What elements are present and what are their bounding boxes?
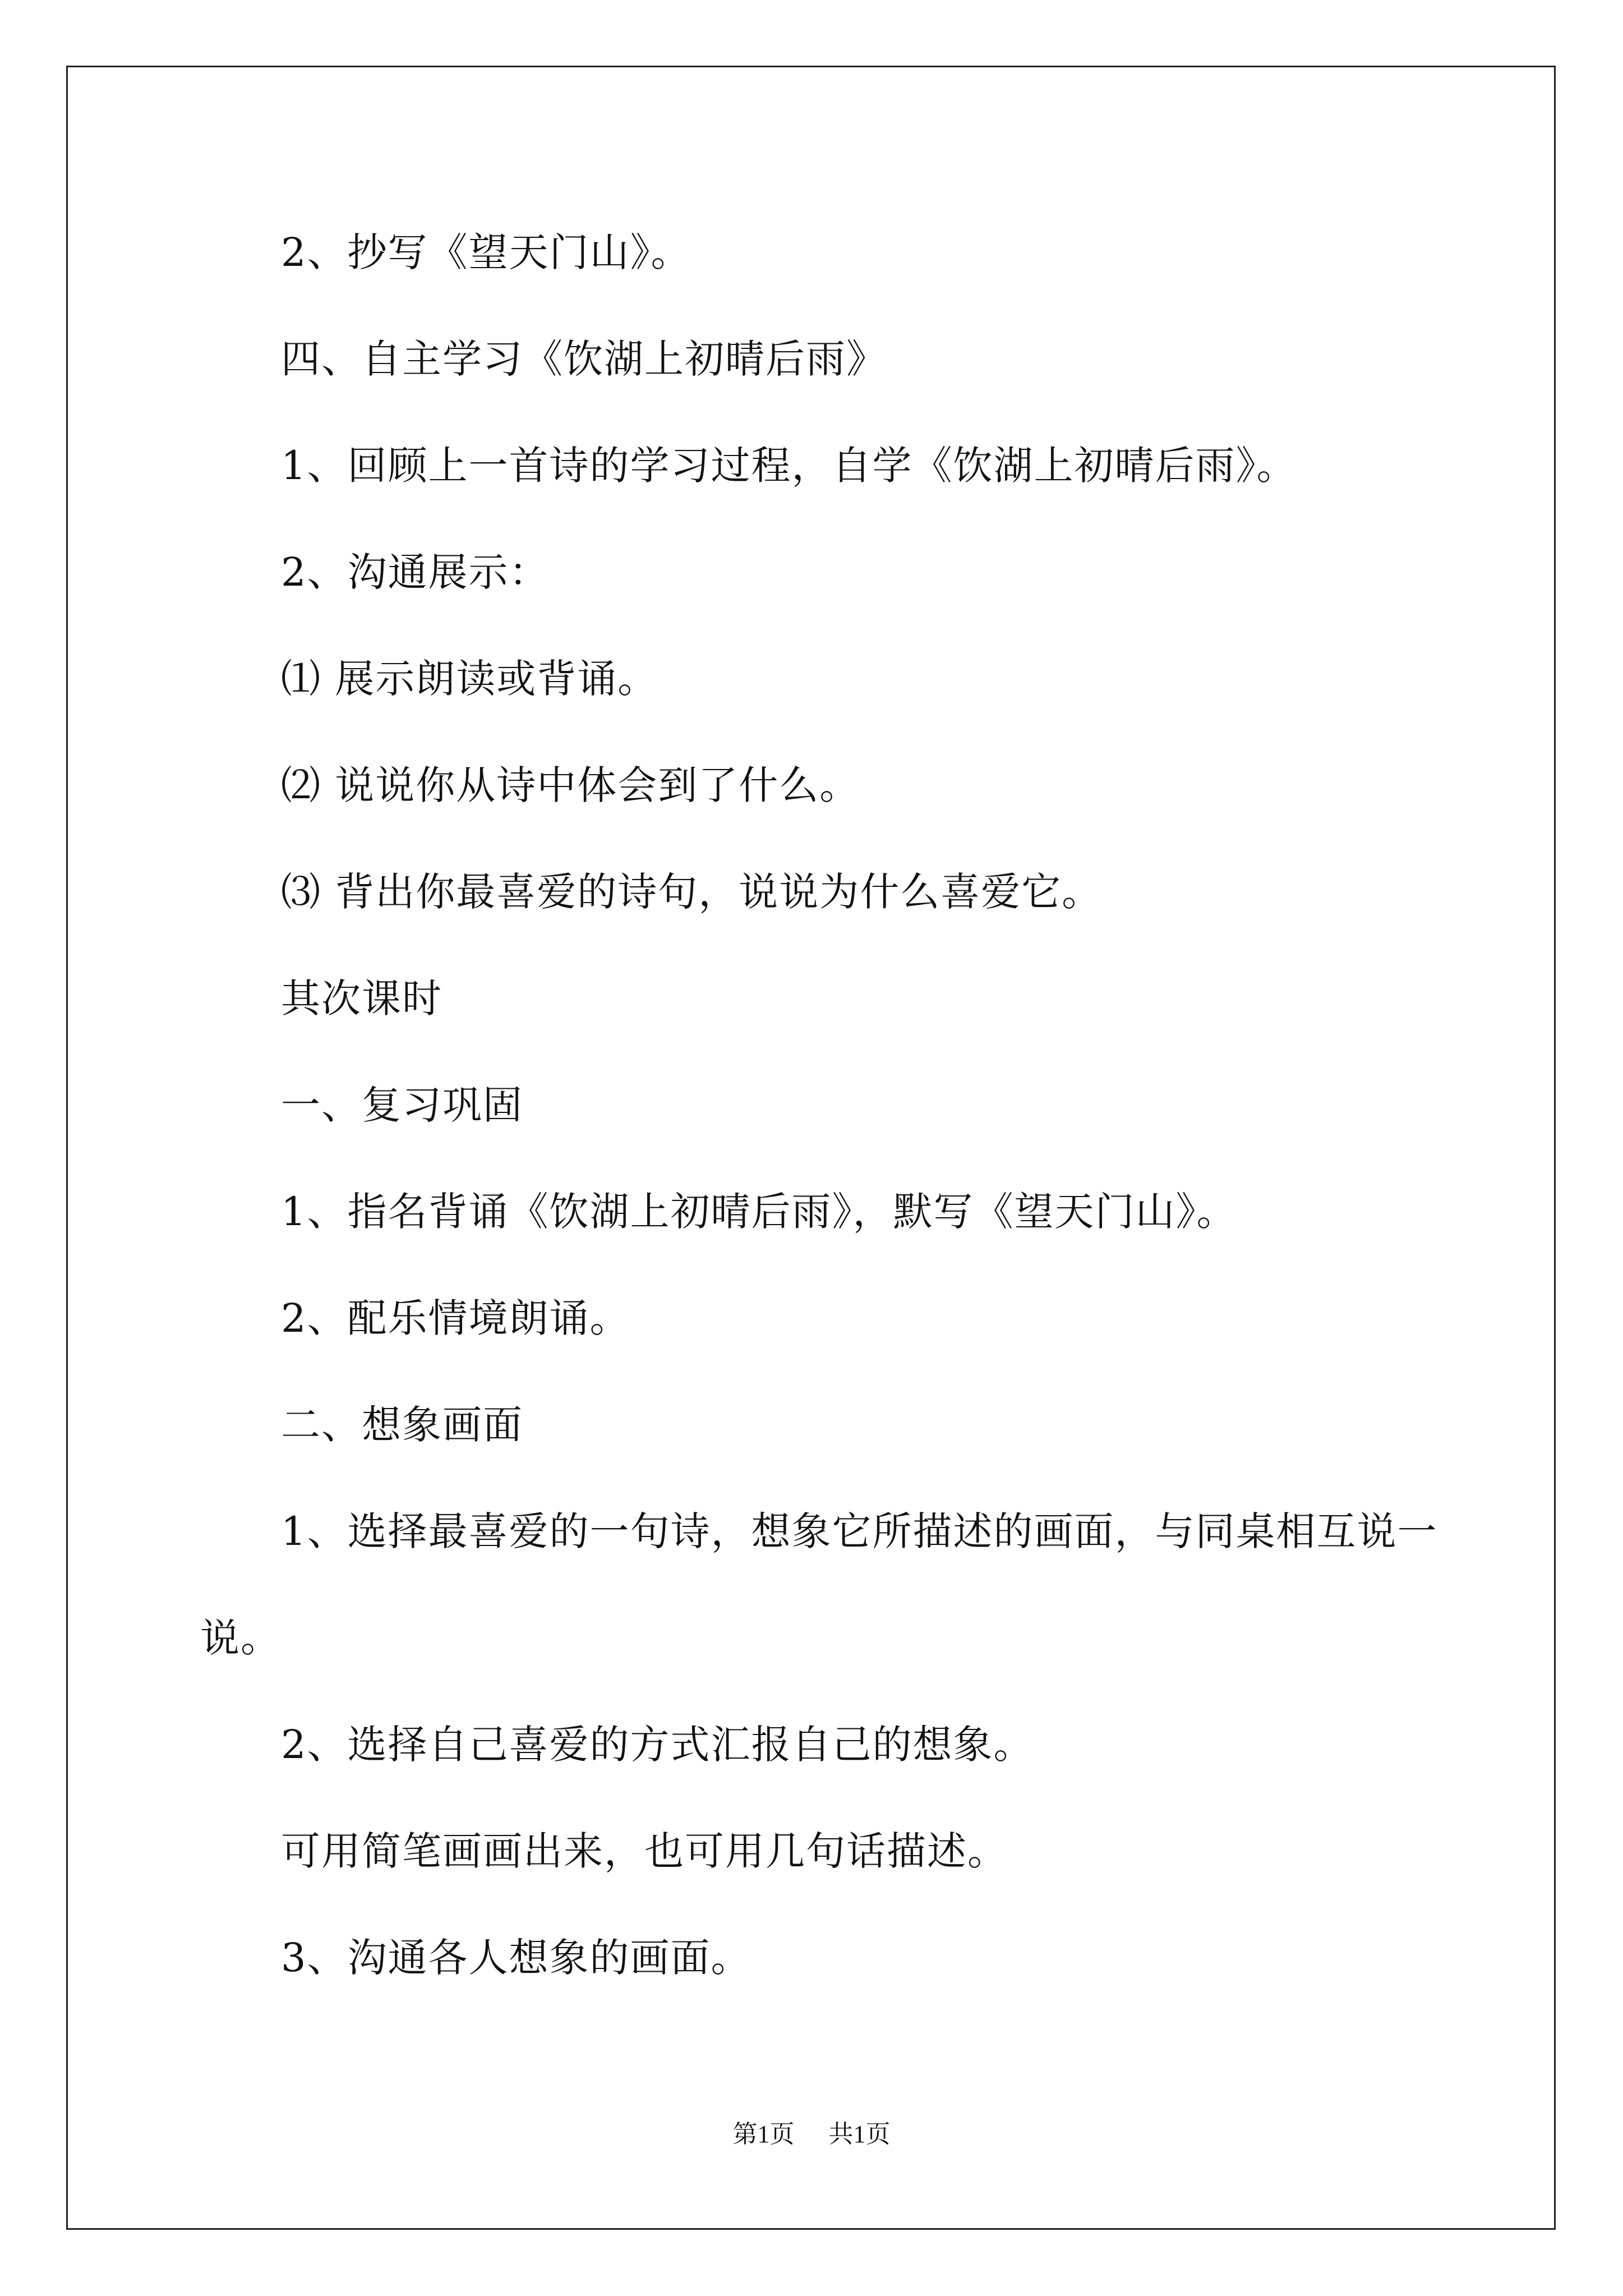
page-border [66, 66, 1556, 2230]
paragraph-communicate: 2、沟通展示： [281, 549, 550, 595]
heading-review: 一、复习巩固 [281, 1082, 523, 1128]
paragraph-copy-poem: 2、抄写《望天门山》。 [281, 229, 691, 275]
list-item-understanding: ⑵ 说说你从诗中体会到了什么。 [281, 762, 860, 808]
page-number-current: 第1页 [732, 2120, 795, 2148]
paragraph-review-process: 1、回顾上一首诗的学习过程，自学《饮湖上初晴后雨》。 [281, 443, 1297, 489]
list-item-favorite-line: ⑶ 背出你最喜爱的诗句，说说为什么喜爱它。 [281, 869, 1103, 915]
heading-second-lesson: 其次课时 [281, 976, 442, 1022]
paragraph-recite-write: 1、指名背诵《饮湖上初晴后雨》，默写《望天门山》。 [281, 1189, 1237, 1235]
paragraph-share-scenes: 3、沟通各人想象的画面。 [281, 1935, 751, 1981]
paragraph-choose-line-continued: 说。 [200, 1615, 281, 1661]
paragraph-report-imagination: 2、选择自己喜爱的方式汇报自己的想象。 [281, 1722, 1034, 1768]
heading-imagine-scene: 二、想象画面 [281, 1402, 523, 1448]
heading-self-study: 四、自主学习《饮湖上初晴后雨》 [281, 336, 887, 382]
paragraph-draw-or-describe: 可用简笔画画出来，也可用几句话描述。 [281, 1828, 1008, 1874]
paragraph-choose-line: 1、选择最喜爱的一句诗，想象它所描述的画面，与同桌相互说一 [281, 1508, 1438, 1554]
paragraph-music-recital: 2、配乐情境朗诵。 [281, 1295, 630, 1341]
page-footer [0, 2118, 1623, 2151]
page-number-total: 共1页 [828, 2120, 891, 2148]
list-item-recite: ⑴ 展示朗读或背诵。 [281, 656, 658, 702]
